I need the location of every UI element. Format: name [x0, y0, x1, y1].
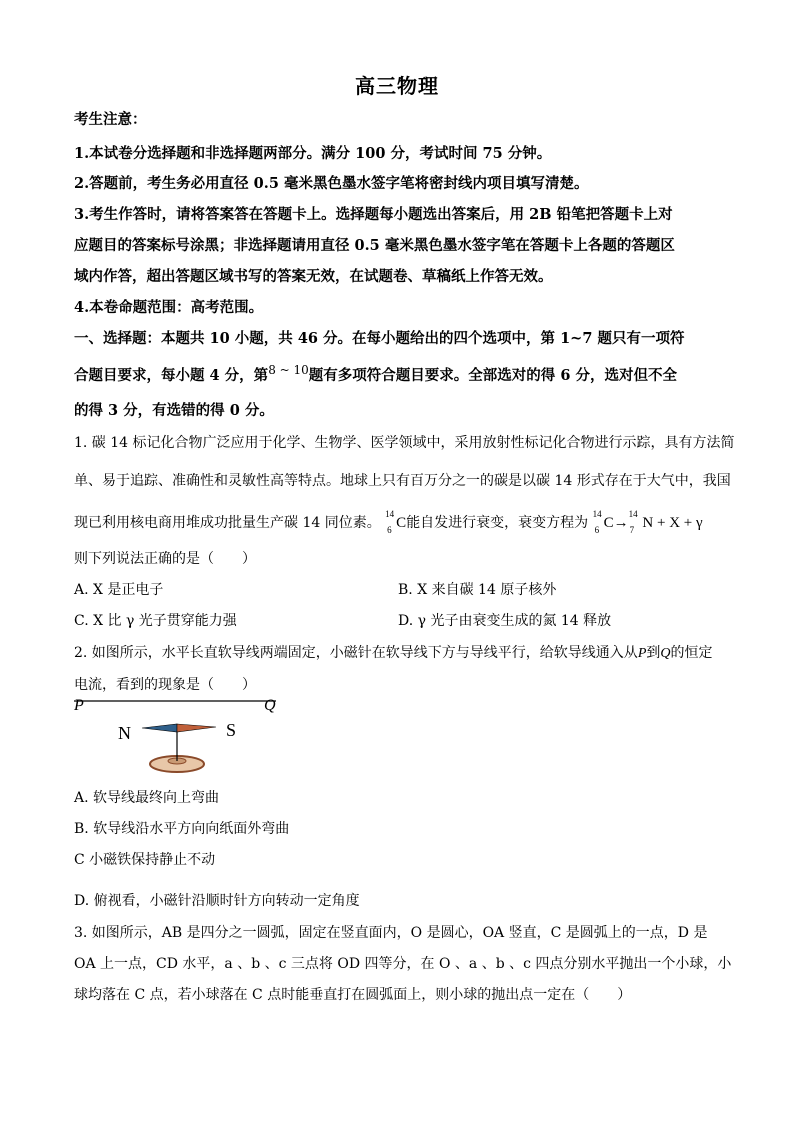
eq-n-mass: 14: [628, 509, 638, 519]
notice-item: 应题目的答案标号涂黑；非选择题请用直径 0.5 毫米黑色墨水签字笔在答题卡上各题的答题区: [74, 237, 675, 254]
section-text: 题有多项符合题目要求。全部选对的得 6 分，选对但不全: [308, 367, 677, 384]
q1-stem: [74, 470, 731, 490]
carbon-isotope: [385, 509, 407, 535]
notice-item: 2.答题前，考生务必用直径 0.5 毫米黑色墨水签字笔将密封线内项目填写清楚。: [74, 175, 589, 192]
section-text: 合题目要求，每小题 4 分，第: [74, 367, 269, 384]
q2-option-d[interactable]: D. 俯视看，小磁针沿顺时针方向转动一定角度: [74, 893, 360, 909]
c-mass: 14: [385, 509, 395, 519]
range-text: 8 ~ 10: [268, 363, 309, 377]
needle-n-half: [142, 724, 177, 732]
eq-rest: + X + γ: [657, 515, 703, 531]
q1-text: 现已利用核电商用堆成功批量生产碳 14 同位素。: [74, 515, 381, 531]
label-s: S: [226, 720, 237, 740]
q2-q: Q: [660, 646, 671, 661]
q2-text: 2. 如图所示，水平长直软导线两端固定，小磁针在软导线下方与导线平行，给软导线通入从: [74, 645, 638, 661]
c-symbol: C: [396, 515, 407, 531]
label-p: P: [74, 697, 84, 714]
notice-item: 1.本试卷分选择题和非选择题两部分。满分 100 分，考试时间 75 分钟。: [74, 145, 552, 162]
eq-c-symbol: C: [603, 515, 614, 531]
q2-option-a[interactable]: A. 软导线最终向上弯曲: [74, 790, 220, 806]
section-instructions: [74, 364, 677, 385]
q1-option-a[interactable]: A. X 是正电子: [74, 582, 164, 598]
notice-item: 3.考生作答时，请将答案答在答题卡上。选择题每小题选出答案后，用 2B 铅笔把答题卡上对: [74, 206, 673, 223]
eq-c-charge: 6: [594, 525, 600, 535]
q1-option-d[interactable]: D. γ 光子由衰变生成的氮 14 释放: [398, 613, 612, 629]
q1-stem: 1. 碳 14 标记化合物广泛应用于化学、生物学、医学领域中，采用放射性标记化合物进行示踪，具有方法简: [74, 435, 735, 451]
q1-text: 碳是以碳 14 形式存在于大气中，我国: [494, 473, 731, 489]
page-title: 高三物理: [355, 74, 439, 98]
q3-stem: 球均落在 C 点，若小球落在 C 点时能垂直打在圆弧面上，则小球的抛出点一定在（ ）: [74, 987, 632, 1003]
notice-heading: 考生注意：: [74, 111, 147, 128]
c-charge: 6: [387, 525, 392, 535]
section-instructions: 一、选择题：本题共 10 小题，共 46 分。在每小题给出的四个选项中，第 1~7 题只有一项符: [74, 330, 685, 347]
q2-text: 的恒定: [670, 645, 713, 661]
q2-figure: [70, 694, 290, 778]
q1-option-b[interactable]: B. X 来自碳 14 原子核外: [398, 582, 557, 598]
eq-c-mass: 14: [592, 509, 602, 519]
q2-option-b[interactable]: B. 软导线沿水平方向向纸面外弯曲: [74, 821, 290, 837]
eq-n-symbol: N: [642, 515, 654, 531]
eq-arrow: →: [613, 515, 629, 531]
needle-s-half: [177, 724, 216, 732]
label-q: Q: [264, 697, 276, 714]
q2-stem: 电流，看到的现象是（ ）: [74, 677, 256, 693]
q1-stem: [74, 509, 703, 535]
q2-text: 到: [646, 645, 661, 661]
q2-option-c[interactable]: C 小磁铁保持静止不动: [74, 852, 216, 868]
q1-text: 能自发进行衰变，衰变方程为: [406, 515, 589, 531]
section-instructions: 的得 3 分，有选错的得 0 分。: [74, 402, 274, 419]
label-n: N: [118, 723, 131, 743]
q2-stem: [74, 642, 713, 662]
decay-equation: [592, 509, 703, 535]
eq-n-charge: 7: [629, 525, 635, 535]
q1-option-c[interactable]: C. X 比 γ 光子贯穿能力强: [74, 613, 237, 629]
q2-p: P: [637, 646, 647, 661]
q1-text: 单、易于追踪、准确性和灵敏性高等特点。地球上只有百万分之一的: [74, 473, 494, 489]
q1-stem: 则下列说法正确的是（ ）: [74, 551, 256, 567]
q3-stem: 3. 如图所示，AB 是四分之一圆弧，固定在竖直面内，O 是圆心，OA 竖直，C 是圆弧上的一点，D 是: [74, 925, 708, 941]
q3-stem: OA 上一点，CD 水平，a 、b 、c 三点将 OD 四等分，在 O 、a 、b 、c 四点分别水平抛出一个小球，小: [74, 956, 732, 972]
notice-item: 4.本卷命题范围：高考范围。: [74, 299, 264, 316]
notice-item: 域内作答，超出答题区域书写的答案无效，在试题卷、草稿纸上作答无效。: [74, 268, 553, 285]
